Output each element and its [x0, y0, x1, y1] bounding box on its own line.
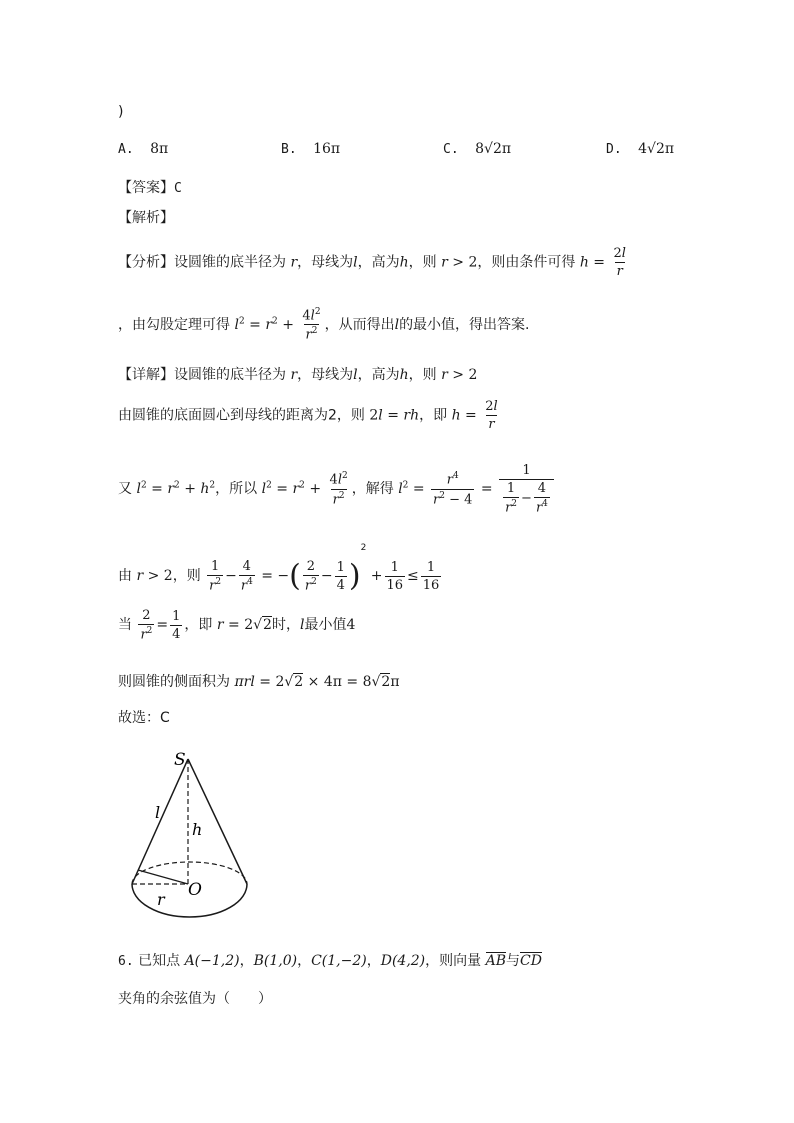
option-d-letter: D.	[606, 142, 622, 157]
fenxi-text: 的最小值，得出答案.	[399, 316, 530, 333]
step-pythagoras: 又 $l^2 = r^2 + h^2$，所以 $l^2 = r^2$ + $\frac{4l^2}{r^2}$ ，解得 $l^2$ = $\frac{r^4}{r^2 - 4}$ = 1 $\frac{1}{r^2}$ − $\frac{4}{r^4}$	[118, 463, 556, 515]
option-a-letter: A.	[118, 142, 134, 157]
formula-fraction: $\frac{4}{r^4}$	[240, 558, 253, 594]
step-text: 由	[118, 568, 132, 584]
xiangjie-text: 设圆锥的底半径为	[174, 367, 286, 383]
step-text: ，即	[184, 617, 213, 634]
fenxi-text: ，则	[408, 254, 437, 271]
fenxi-text: ，母线为	[297, 254, 354, 271]
answer-value: C	[174, 181, 182, 196]
fenxi-text: ，从而得出	[324, 316, 395, 333]
vector-cd: CD	[520, 953, 542, 969]
question-6-line-1: 6. 已知点 A(−1,2)，B(1,0)，C(1,−2)，D(4,2)，则向量 AB与CD	[118, 953, 542, 969]
step-text: 由圆锥的底面圆心到母线的距离为2，则	[118, 407, 365, 424]
xiangjie-label: 【详解】	[118, 367, 174, 383]
xiangjie-line: 【详解】设圆锥的底半径为 r，母线为l，高为h，则 r > 2	[118, 367, 478, 383]
step-lateral-area: 则圆锥的侧面积为 πrl = 2√2 × 4π = 8√2π	[118, 674, 400, 690]
label-l: l	[155, 803, 161, 822]
xiangjie-text: ，母线为	[297, 367, 354, 383]
option-d	[606, 141, 674, 157]
formula-fraction: $\frac{1}{4}$	[336, 559, 345, 593]
fenxi-text: ，由勾股定理可得	[118, 316, 230, 333]
formula-fraction: $\frac{r^4}{r^2 - 4}$	[433, 471, 473, 507]
point-d: D(4,2)	[380, 953, 426, 969]
step-text: 当	[118, 617, 132, 634]
point-c: C(1,−2)	[311, 953, 367, 969]
question-text: 与	[506, 953, 520, 969]
xiangjie-text: ，则	[408, 367, 437, 383]
step-text: ，解得	[351, 481, 394, 498]
formula-fraction: $\frac{2l}{r}$	[485, 399, 498, 432]
question-text: ，则向量	[425, 953, 482, 969]
option-a	[118, 141, 168, 157]
formula-fraction: $\frac{2}{r^2}$	[140, 608, 153, 643]
fenxi-text: 设圆锥的底半径为	[174, 254, 286, 271]
answer-label: 【答案】	[118, 180, 174, 196]
label-s: S	[174, 750, 186, 770]
fenxi-text: ，高为	[357, 254, 400, 271]
question-number: 6.	[118, 954, 134, 969]
formula-fraction: $\frac{1}{16}$	[422, 559, 440, 593]
step-text: 又	[118, 481, 132, 498]
formula-fraction: $\frac{2l}{r}$	[613, 246, 626, 279]
question-6-line-2: 夹角的余弦值为（ ）	[118, 991, 272, 1007]
distance-segment	[138, 870, 188, 884]
option-b	[281, 141, 340, 157]
step-equality: 当 $\frac{2}{r^2}$ = $\frac{1}{4}$ ，即 r = 2√2时，l最小值4	[118, 608, 356, 643]
min-value: 4	[346, 617, 356, 634]
formula-fraction: $\frac{4l^2}{r^2}$	[302, 307, 321, 343]
step-text: 则圆锥的侧面积为	[118, 674, 230, 690]
fenxi-line-1: 【分析】设圆锥的底半径为 r，母线为l，高为h，则 r > 2，则由条件可得 h = $\frac{2l}{r}$	[118, 246, 626, 279]
option-c-value: 8√2π	[475, 141, 512, 157]
step-distance: 由圆锥的底面圆心到母线的距离为2，则 2l = rh，即 h = $\frac{2l}{r}$	[118, 399, 498, 432]
label-o: O	[188, 880, 202, 900]
option-d-value: 4√2π	[638, 141, 675, 157]
analysis-label: 【解析】	[118, 210, 174, 226]
formula-fraction: $\frac{2}{r^2}$	[304, 558, 317, 594]
step-text: 最小值	[304, 617, 347, 634]
label-h: h	[192, 820, 203, 839]
fenxi-text: ，则由条件可得	[477, 254, 576, 271]
xiangjie-text: ，高为	[357, 367, 400, 383]
step-text: ，所以	[215, 481, 258, 498]
label-r: r	[157, 890, 165, 909]
formula-fraction: $\frac{1}{4}$	[172, 608, 181, 642]
formula-fraction: $\frac{1}{16}$	[386, 559, 404, 593]
answer-line	[118, 177, 182, 197]
formula-fraction: $\frac{4l^2}{r^2}$	[329, 471, 348, 507]
question-close-paren: )	[118, 104, 124, 120]
fenxi-line-2: ，由勾股定理可得 $l^2 = r^2$ + $\frac{4l^2}{r^2}$ ，从而得出l的最小值，得出答案.	[118, 307, 530, 343]
point-a: A(−1,2)	[184, 953, 240, 969]
cone-figure	[120, 745, 260, 925]
formula-fraction: $\frac{1}{r^2}$	[209, 558, 222, 594]
option-b-value: 16π	[313, 141, 341, 157]
question-text: 已知点	[138, 953, 181, 969]
fenxi-label: 【分析】	[118, 254, 174, 271]
formula-fraction: 1 $\frac{1}{r^2}$ − $\frac{4}{r^4}$	[499, 463, 554, 515]
choose-line: 故选：C	[118, 710, 170, 726]
option-a-value: 8π	[150, 141, 169, 157]
option-c-letter: C.	[443, 142, 459, 157]
point-b: B(1,0)	[253, 953, 298, 969]
step-text: ，则	[172, 568, 201, 584]
step-inequality: 由 r > 2，则 $\frac{1}{r^2}$ − $\frac{4}{r^4}$ = −( $\frac{2}{r^2}$ − $\frac{1}{4}$ )$^2$ + $\frac{1}{16}$ ≤ $\frac{1}{16}$	[118, 543, 440, 594]
step-text: 时，	[271, 617, 300, 634]
vector-ab: AB	[485, 953, 506, 969]
step-text: ，即	[419, 407, 448, 424]
option-c	[443, 141, 511, 157]
option-b-letter: B.	[281, 142, 297, 157]
